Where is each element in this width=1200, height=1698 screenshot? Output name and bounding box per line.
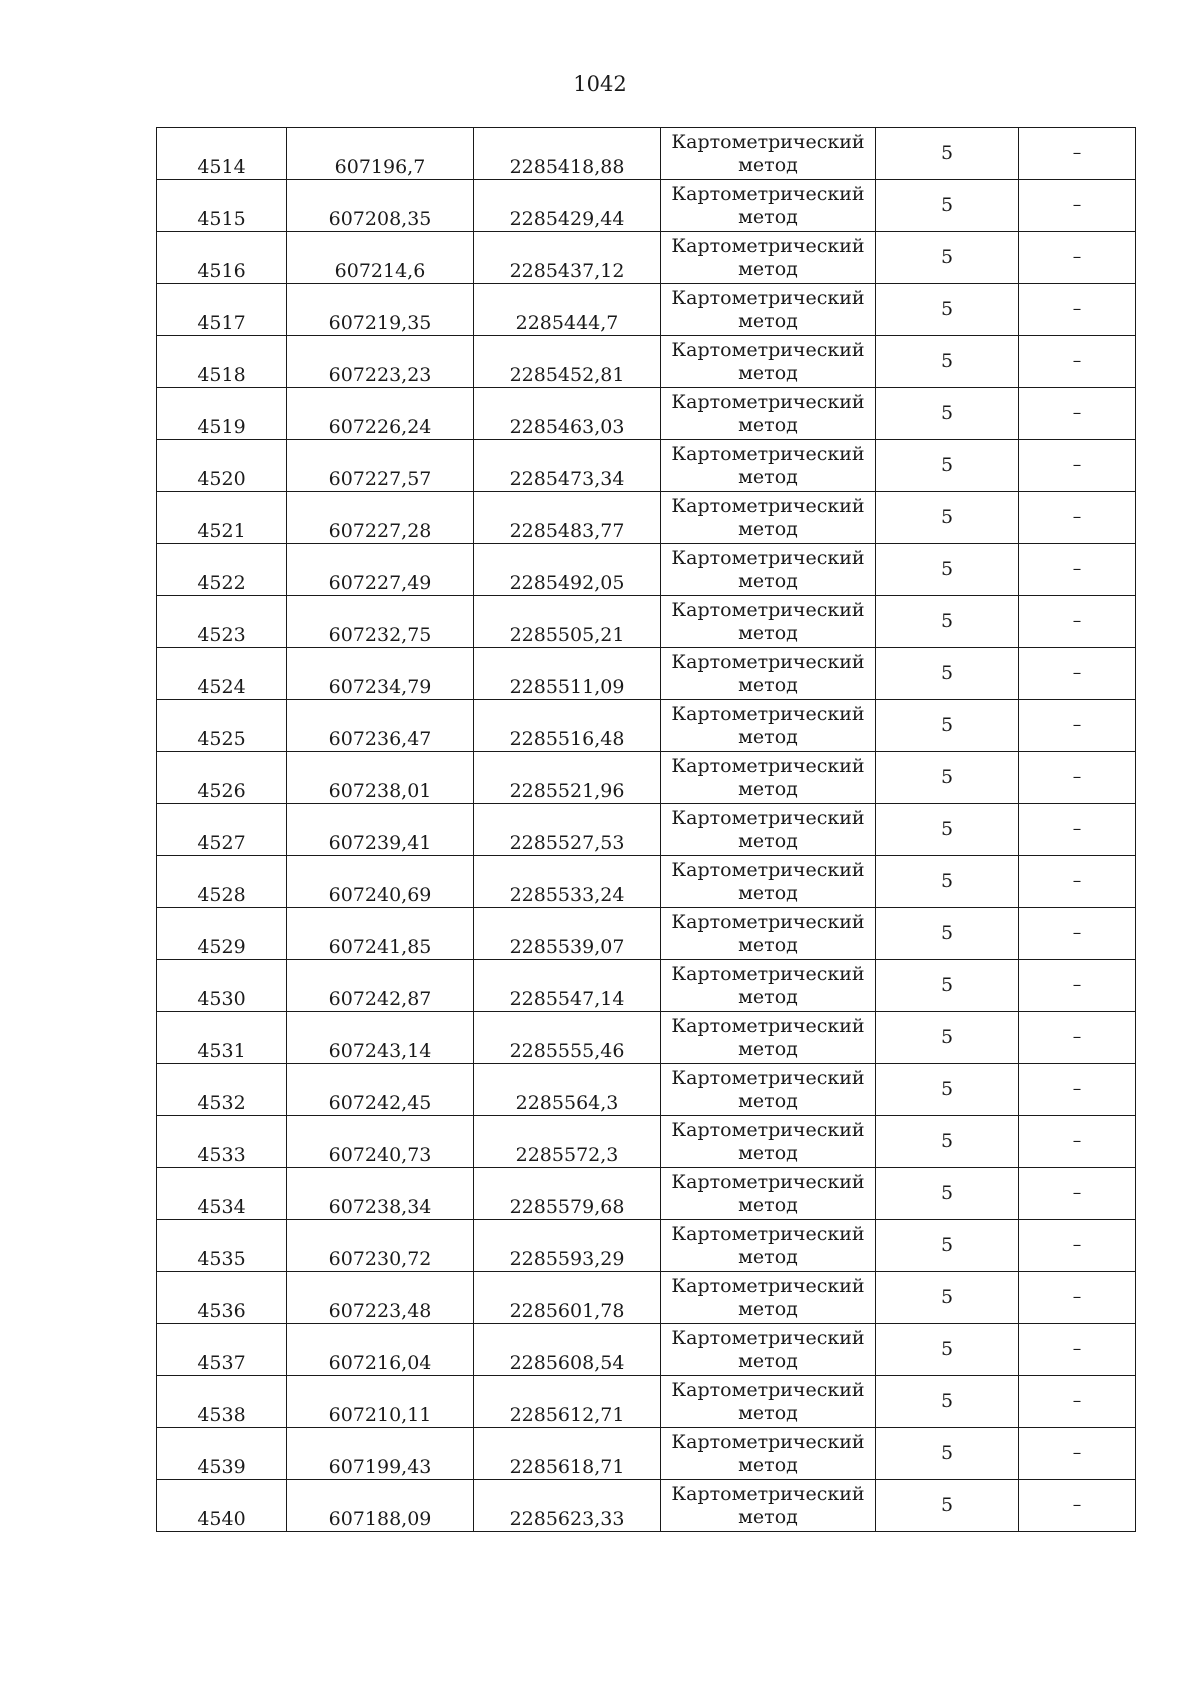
accuracy-cell: 5 [876, 1272, 1019, 1324]
table-row [157, 856, 1136, 908]
accuracy-cell: 5 [876, 544, 1019, 596]
table-row [157, 1480, 1136, 1532]
method-line1: Картометрический [671, 806, 865, 829]
method-line1: Картометрический [671, 1170, 865, 1193]
method-line2: метод [738, 830, 798, 852]
method-cell [661, 856, 876, 908]
table-row [157, 804, 1136, 856]
x-coordinate-cell: 607188,09 [287, 1480, 474, 1532]
y-coordinate-cell: 2285608,54 [474, 1324, 661, 1376]
x-coordinate-cell: 607216,04 [287, 1324, 474, 1376]
point-number-cell: 4529 [157, 908, 287, 960]
accuracy-cell: 5 [876, 804, 1019, 856]
y-coordinate-cell: 2285593,29 [474, 1220, 661, 1272]
method-cell [661, 1168, 876, 1220]
point-number-cell: 4527 [157, 804, 287, 856]
y-coordinate-cell: 2285555,46 [474, 1012, 661, 1064]
x-coordinate-cell: 607199,43 [287, 1428, 474, 1480]
table-row [157, 648, 1136, 700]
table-row [157, 492, 1136, 544]
y-coordinate-cell: 2285618,71 [474, 1428, 661, 1480]
table-row [157, 1012, 1136, 1064]
note-cell: – [1019, 1168, 1136, 1220]
note-cell: – [1019, 1116, 1136, 1168]
method-line2: метод [738, 206, 798, 228]
accuracy-cell: 5 [876, 336, 1019, 388]
table-row [157, 544, 1136, 596]
method-line1: Картометрический [671, 1118, 865, 1141]
point-number-cell: 4537 [157, 1324, 287, 1376]
x-coordinate-cell: 607208,35 [287, 180, 474, 232]
table-row [157, 1376, 1136, 1428]
note-cell: – [1019, 648, 1136, 700]
method-line2: метод [738, 1350, 798, 1372]
table-row [157, 284, 1136, 336]
x-coordinate-cell: 607223,23 [287, 336, 474, 388]
x-coordinate-cell: 607240,69 [287, 856, 474, 908]
note-cell: – [1019, 128, 1136, 180]
method-line2: метод [738, 1038, 798, 1060]
table-row [157, 960, 1136, 1012]
point-number-cell: 4531 [157, 1012, 287, 1064]
method-line1: Картометрический [671, 130, 865, 153]
table-row [157, 908, 1136, 960]
accuracy-cell: 5 [876, 1116, 1019, 1168]
y-coordinate-cell: 2285511,09 [474, 648, 661, 700]
accuracy-cell: 5 [876, 960, 1019, 1012]
method-cell [661, 1116, 876, 1168]
note-cell: – [1019, 388, 1136, 440]
x-coordinate-cell: 607243,14 [287, 1012, 474, 1064]
method-cell [661, 180, 876, 232]
method-line1: Картометрический [671, 182, 865, 205]
note-cell: – [1019, 752, 1136, 804]
table-row [157, 1324, 1136, 1376]
method-line2: метод [738, 414, 798, 436]
accuracy-cell: 5 [876, 492, 1019, 544]
point-number-cell: 4519 [157, 388, 287, 440]
point-number-cell: 4532 [157, 1064, 287, 1116]
point-number-cell: 4525 [157, 700, 287, 752]
method-cell [661, 1428, 876, 1480]
table-row [157, 388, 1136, 440]
x-coordinate-cell: 607242,87 [287, 960, 474, 1012]
method-line1: Картометрический [671, 338, 865, 361]
method-line1: Картометрический [671, 598, 865, 621]
accuracy-cell: 5 [876, 1064, 1019, 1116]
note-cell: – [1019, 492, 1136, 544]
coordinates-table [156, 127, 1136, 1532]
table-row [157, 1116, 1136, 1168]
table-row [157, 752, 1136, 804]
x-coordinate-cell: 607214,6 [287, 232, 474, 284]
method-cell [661, 440, 876, 492]
y-coordinate-cell: 2285463,03 [474, 388, 661, 440]
method-cell [661, 804, 876, 856]
method-line1: Картометрический [671, 494, 865, 517]
table-row [157, 232, 1136, 284]
note-cell: – [1019, 1376, 1136, 1428]
accuracy-cell: 5 [876, 1376, 1019, 1428]
x-coordinate-cell: 607196,7 [287, 128, 474, 180]
accuracy-cell: 5 [876, 1428, 1019, 1480]
method-line2: метод [738, 1246, 798, 1268]
accuracy-cell: 5 [876, 1012, 1019, 1064]
note-cell: – [1019, 1272, 1136, 1324]
method-line2: метод [738, 674, 798, 696]
note-cell: – [1019, 232, 1136, 284]
note-cell: – [1019, 1220, 1136, 1272]
method-line1: Картометрический [671, 702, 865, 725]
method-line1: Картометрический [671, 1222, 865, 1245]
method-line1: Картометрический [671, 910, 865, 933]
note-cell: – [1019, 596, 1136, 648]
note-cell: – [1019, 1480, 1136, 1532]
point-number-cell: 4515 [157, 180, 287, 232]
x-coordinate-cell: 607238,34 [287, 1168, 474, 1220]
method-line1: Картометрический [671, 286, 865, 309]
method-cell [661, 752, 876, 804]
method-line2: метод [738, 882, 798, 904]
y-coordinate-cell: 2285564,3 [474, 1064, 661, 1116]
accuracy-cell: 5 [876, 752, 1019, 804]
accuracy-cell: 5 [876, 1220, 1019, 1272]
method-line2: метод [738, 1090, 798, 1112]
table-row [157, 440, 1136, 492]
note-cell: – [1019, 1324, 1136, 1376]
method-line1: Картометрический [671, 1274, 865, 1297]
method-cell [661, 1272, 876, 1324]
accuracy-cell: 5 [876, 1324, 1019, 1376]
method-line1: Картометрический [671, 1014, 865, 1037]
method-line2: метод [738, 986, 798, 1008]
method-line2: метод [738, 1506, 798, 1528]
table-row [157, 700, 1136, 752]
accuracy-cell: 5 [876, 856, 1019, 908]
method-cell [661, 960, 876, 1012]
point-number-cell: 4533 [157, 1116, 287, 1168]
point-number-cell: 4517 [157, 284, 287, 336]
note-cell: – [1019, 804, 1136, 856]
note-cell: – [1019, 440, 1136, 492]
accuracy-cell: 5 [876, 700, 1019, 752]
method-cell [661, 1376, 876, 1428]
method-line1: Картометрический [671, 546, 865, 569]
point-number-cell: 4514 [157, 128, 287, 180]
x-coordinate-cell: 607227,49 [287, 544, 474, 596]
point-number-cell: 4530 [157, 960, 287, 1012]
note-cell: – [1019, 284, 1136, 336]
method-cell [661, 1064, 876, 1116]
method-line2: метод [738, 466, 798, 488]
y-coordinate-cell: 2285623,33 [474, 1480, 661, 1532]
accuracy-cell: 5 [876, 1480, 1019, 1532]
point-number-cell: 4528 [157, 856, 287, 908]
x-coordinate-cell: 607232,75 [287, 596, 474, 648]
table-row [157, 1064, 1136, 1116]
x-coordinate-cell: 607219,35 [287, 284, 474, 336]
y-coordinate-cell: 2285505,21 [474, 596, 661, 648]
method-cell [661, 336, 876, 388]
point-number-cell: 4536 [157, 1272, 287, 1324]
method-line2: метод [738, 570, 798, 592]
x-coordinate-cell: 607223,48 [287, 1272, 474, 1324]
method-line2: метод [738, 1454, 798, 1476]
method-line2: метод [738, 1298, 798, 1320]
table-row [157, 128, 1136, 180]
method-cell [661, 128, 876, 180]
method-cell [661, 388, 876, 440]
point-number-cell: 4526 [157, 752, 287, 804]
point-number-cell: 4520 [157, 440, 287, 492]
method-line1: Картометрический [671, 390, 865, 413]
note-cell: – [1019, 1428, 1136, 1480]
method-line1: Картометрический [671, 1482, 865, 1505]
accuracy-cell: 5 [876, 440, 1019, 492]
method-line2: метод [738, 1194, 798, 1216]
method-line1: Картометрический [671, 1430, 865, 1453]
method-line2: метод [738, 258, 798, 280]
table-body [157, 128, 1136, 1532]
method-line1: Картометрический [671, 858, 865, 881]
point-number-cell: 4523 [157, 596, 287, 648]
accuracy-cell: 5 [876, 596, 1019, 648]
accuracy-cell: 5 [876, 1168, 1019, 1220]
note-cell: – [1019, 180, 1136, 232]
method-line1: Картометрический [671, 962, 865, 985]
note-cell: – [1019, 700, 1136, 752]
y-coordinate-cell: 2285418,88 [474, 128, 661, 180]
table-row [157, 1168, 1136, 1220]
y-coordinate-cell: 2285452,81 [474, 336, 661, 388]
note-cell: – [1019, 544, 1136, 596]
method-line2: метод [738, 518, 798, 540]
point-number-cell: 4522 [157, 544, 287, 596]
y-coordinate-cell: 2285516,48 [474, 700, 661, 752]
method-line2: метод [738, 934, 798, 956]
note-cell: – [1019, 960, 1136, 1012]
method-cell [661, 1220, 876, 1272]
table-row [157, 1272, 1136, 1324]
accuracy-cell: 5 [876, 128, 1019, 180]
x-coordinate-cell: 607240,73 [287, 1116, 474, 1168]
method-line2: метод [738, 778, 798, 800]
x-coordinate-cell: 607242,45 [287, 1064, 474, 1116]
method-line1: Картометрический [671, 234, 865, 257]
method-line1: Картометрический [671, 754, 865, 777]
y-coordinate-cell: 2285492,05 [474, 544, 661, 596]
y-coordinate-cell: 2285527,53 [474, 804, 661, 856]
note-cell: – [1019, 336, 1136, 388]
method-line1: Картометрический [671, 650, 865, 673]
x-coordinate-cell: 607210,11 [287, 1376, 474, 1428]
table-row [157, 1220, 1136, 1272]
method-cell [661, 1324, 876, 1376]
y-coordinate-cell: 2285539,07 [474, 908, 661, 960]
method-line1: Картометрический [671, 1378, 865, 1401]
y-coordinate-cell: 2285612,71 [474, 1376, 661, 1428]
method-cell [661, 908, 876, 960]
x-coordinate-cell: 607227,28 [287, 492, 474, 544]
accuracy-cell: 5 [876, 284, 1019, 336]
x-coordinate-cell: 607234,79 [287, 648, 474, 700]
method-line2: метод [738, 622, 798, 644]
table-row [157, 180, 1136, 232]
accuracy-cell: 5 [876, 232, 1019, 284]
y-coordinate-cell: 2285579,68 [474, 1168, 661, 1220]
x-coordinate-cell: 607239,41 [287, 804, 474, 856]
y-coordinate-cell: 2285429,44 [474, 180, 661, 232]
y-coordinate-cell: 2285533,24 [474, 856, 661, 908]
point-number-cell: 4538 [157, 1376, 287, 1428]
table-row [157, 1428, 1136, 1480]
y-coordinate-cell: 2285437,12 [474, 232, 661, 284]
table-row [157, 336, 1136, 388]
method-cell [661, 1012, 876, 1064]
method-line2: метод [738, 726, 798, 748]
note-cell: – [1019, 908, 1136, 960]
accuracy-cell: 5 [876, 648, 1019, 700]
x-coordinate-cell: 607230,72 [287, 1220, 474, 1272]
accuracy-cell: 5 [876, 908, 1019, 960]
method-line2: метод [738, 362, 798, 384]
point-number-cell: 4518 [157, 336, 287, 388]
method-line2: метод [738, 1402, 798, 1424]
method-cell [661, 700, 876, 752]
method-cell [661, 596, 876, 648]
x-coordinate-cell: 607238,01 [287, 752, 474, 804]
method-cell [661, 544, 876, 596]
accuracy-cell: 5 [876, 180, 1019, 232]
y-coordinate-cell: 2285521,96 [474, 752, 661, 804]
table-row [157, 596, 1136, 648]
y-coordinate-cell: 2285483,77 [474, 492, 661, 544]
point-number-cell: 4540 [157, 1480, 287, 1532]
y-coordinate-cell: 2285473,34 [474, 440, 661, 492]
method-cell [661, 232, 876, 284]
method-line1: Картометрический [671, 1066, 865, 1089]
point-number-cell: 4539 [157, 1428, 287, 1480]
point-number-cell: 4516 [157, 232, 287, 284]
x-coordinate-cell: 607236,47 [287, 700, 474, 752]
method-line2: метод [738, 310, 798, 332]
page-number: 1042 [573, 72, 627, 96]
method-line1: Картометрический [671, 1326, 865, 1349]
method-cell [661, 284, 876, 336]
x-coordinate-cell: 607241,85 [287, 908, 474, 960]
method-line1: Картометрический [671, 442, 865, 465]
y-coordinate-cell: 2285572,3 [474, 1116, 661, 1168]
y-coordinate-cell: 2285601,78 [474, 1272, 661, 1324]
method-cell [661, 648, 876, 700]
note-cell: – [1019, 1064, 1136, 1116]
point-number-cell: 4521 [157, 492, 287, 544]
point-number-cell: 4524 [157, 648, 287, 700]
y-coordinate-cell: 2285444,7 [474, 284, 661, 336]
method-cell [661, 492, 876, 544]
point-number-cell: 4535 [157, 1220, 287, 1272]
note-cell: – [1019, 1012, 1136, 1064]
note-cell: – [1019, 856, 1136, 908]
method-line2: метод [738, 154, 798, 176]
accuracy-cell: 5 [876, 388, 1019, 440]
x-coordinate-cell: 607227,57 [287, 440, 474, 492]
method-cell [661, 1480, 876, 1532]
method-line2: метод [738, 1142, 798, 1164]
point-number-cell: 4534 [157, 1168, 287, 1220]
y-coordinate-cell: 2285547,14 [474, 960, 661, 1012]
x-coordinate-cell: 607226,24 [287, 388, 474, 440]
